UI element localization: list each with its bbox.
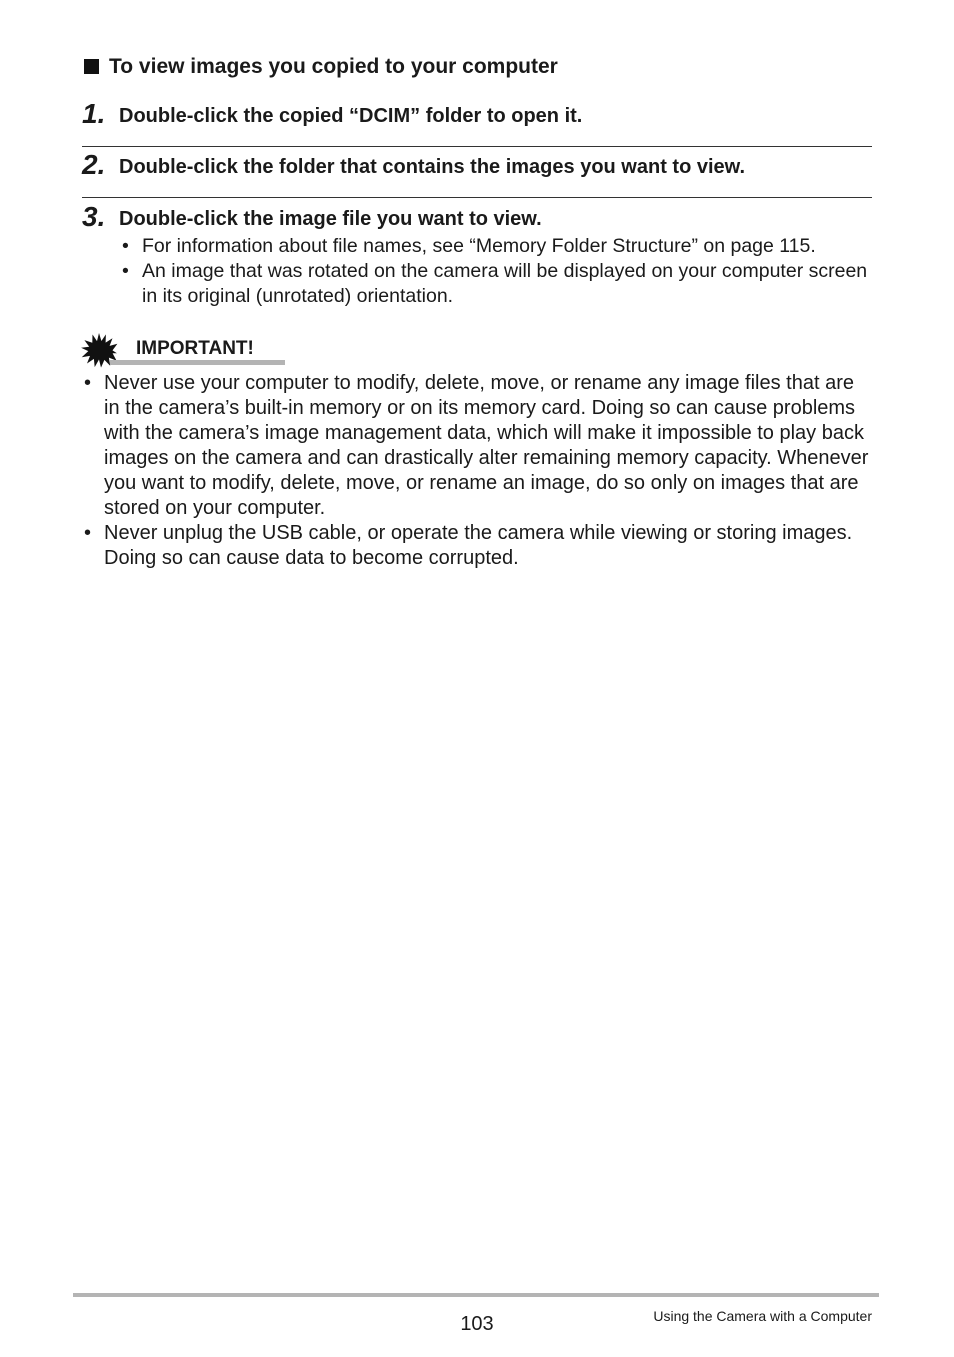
step-3-bullet-list — [120, 234, 880, 309]
step-2 — [82, 149, 872, 182]
step-number: 2. — [82, 149, 106, 180]
step-text: Double-click the image file you want to view. — [119, 208, 542, 230]
step-text: Double-click the folder that contains the images you want to view. — [119, 156, 746, 178]
chapter-title: Using the Camera with a Computer — [653, 1308, 872, 1324]
section-title: To view images you copied to your computer — [109, 55, 558, 78]
important-bullet-list — [82, 371, 872, 571]
step-divider — [82, 197, 872, 198]
page-number: 103 — [460, 1313, 494, 1335]
step-number: 3. — [82, 201, 106, 232]
important-underline — [110, 360, 285, 365]
list-item: • Never use your computer to modify, delete, move, or rename any image files that are in the camera’s built-in memory or on its memory card. Doing so can cause problems with the camera’s image management data, which will make it impossible to play back images on the camera and can drastically alter remaining memory capacity. Whenever you want to modify, delete, move, or rename an image, do so only on images that are stored on your computer. — [82, 371, 872, 521]
important-label: IMPORTANT! — [136, 338, 254, 359]
square-bullet-icon — [84, 59, 99, 74]
list-item: • An image that was rotated on the camera will be displayed on your computer screen in its original (unrotated) orientation. — [120, 259, 880, 309]
list-item: • Never unplug the USB cable, or operate the camera while viewing or storing images. Doing so can cause data to become corrupted. — [82, 521, 872, 571]
step-number: 1. — [82, 98, 106, 129]
step-3 — [82, 201, 872, 234]
footer-divider — [73, 1293, 879, 1297]
important-callout — [80, 332, 290, 368]
list-item: • For information about file names, see “Memory Folder Structure” on page 115. — [120, 234, 880, 259]
step-text: Double-click the copied “DCIM” folder to open it. — [119, 105, 583, 127]
section-heading — [84, 53, 558, 81]
step-1 — [82, 98, 872, 131]
step-divider — [82, 146, 872, 147]
